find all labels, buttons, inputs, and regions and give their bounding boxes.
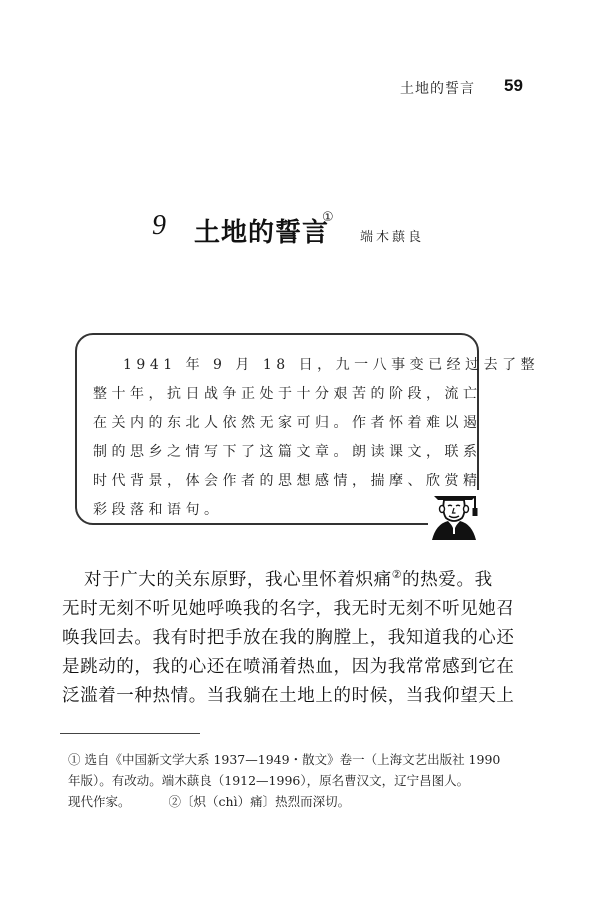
- guide-line: 1941 年 9 月 18 日，九一八事变已经过去了整: [123, 357, 540, 373]
- footnote-line: ① 选自《中国新文学大系 1937—1949・散文》卷一（上海文艺出版社 1990: [68, 752, 501, 767]
- footnote-line: 年版）。有改动。端木蕻良（1912—1996），原名曹汉文，辽宁昌图人。: [68, 773, 470, 788]
- guide-line: 在关内的东北人依然无家可归。作者怀着难以遏: [93, 415, 482, 431]
- running-header-title: 土地的誓言: [400, 81, 475, 97]
- footnotes: [68, 749, 538, 812]
- paragraph-text: 的热爱。我: [402, 570, 493, 590]
- footnote-text: 现代作家。: [68, 794, 131, 809]
- paragraph-line: 泛滥着一种热情。当我躺在土地上的时候，当我仰望天上: [62, 686, 515, 706]
- footnote-line: [68, 791, 538, 812]
- running-header: [400, 76, 540, 100]
- lesson-number: 9: [152, 210, 166, 241]
- guide-line: 时代背景，体会作者的思想感情，揣摩、欣赏精: [93, 473, 482, 489]
- paragraph-text: 对于广大的关东原野，我心里怀着炽痛: [84, 570, 392, 590]
- scholar-with-mortarboard-icon: [428, 490, 486, 540]
- paragraph-line: 唤我回去。我有时把手放在我的胸膛上，我知道我的心还: [62, 628, 515, 648]
- reading-guide-text: [93, 351, 540, 525]
- lesson-title-text: 土地的誓言: [194, 218, 330, 248]
- paragraph-line: [76, 566, 544, 595]
- footnote-divider: [60, 733, 200, 734]
- reading-guide-box: [75, 333, 540, 525]
- title-footnote-mark[interactable]: ①: [322, 210, 334, 225]
- paragraph-line: 无时无刻不听见她呼唤我的名字，我无时无刻不听见她召: [62, 599, 515, 619]
- guide-line: 整十年，抗日战争正处于十分艰苦的阶段，流亡: [93, 386, 482, 402]
- guide-line: 制的思乡之情写下了这篇文章。朗读课文，联系: [93, 444, 482, 460]
- footnote-2-text: ②〔炽（chì）痛〕热烈而深切。: [168, 794, 351, 809]
- paragraph-line: 是跳动的，我的心还在喷涌着热血，因为我常常感到它在: [62, 657, 515, 677]
- footnote-mark-2[interactable]: ②: [391, 568, 403, 582]
- main-paragraph: [62, 566, 544, 711]
- page-number: 59: [504, 76, 523, 95]
- lesson-author: 端木蕻良: [360, 230, 425, 245]
- guide-line: 彩段落和语句。: [93, 502, 223, 518]
